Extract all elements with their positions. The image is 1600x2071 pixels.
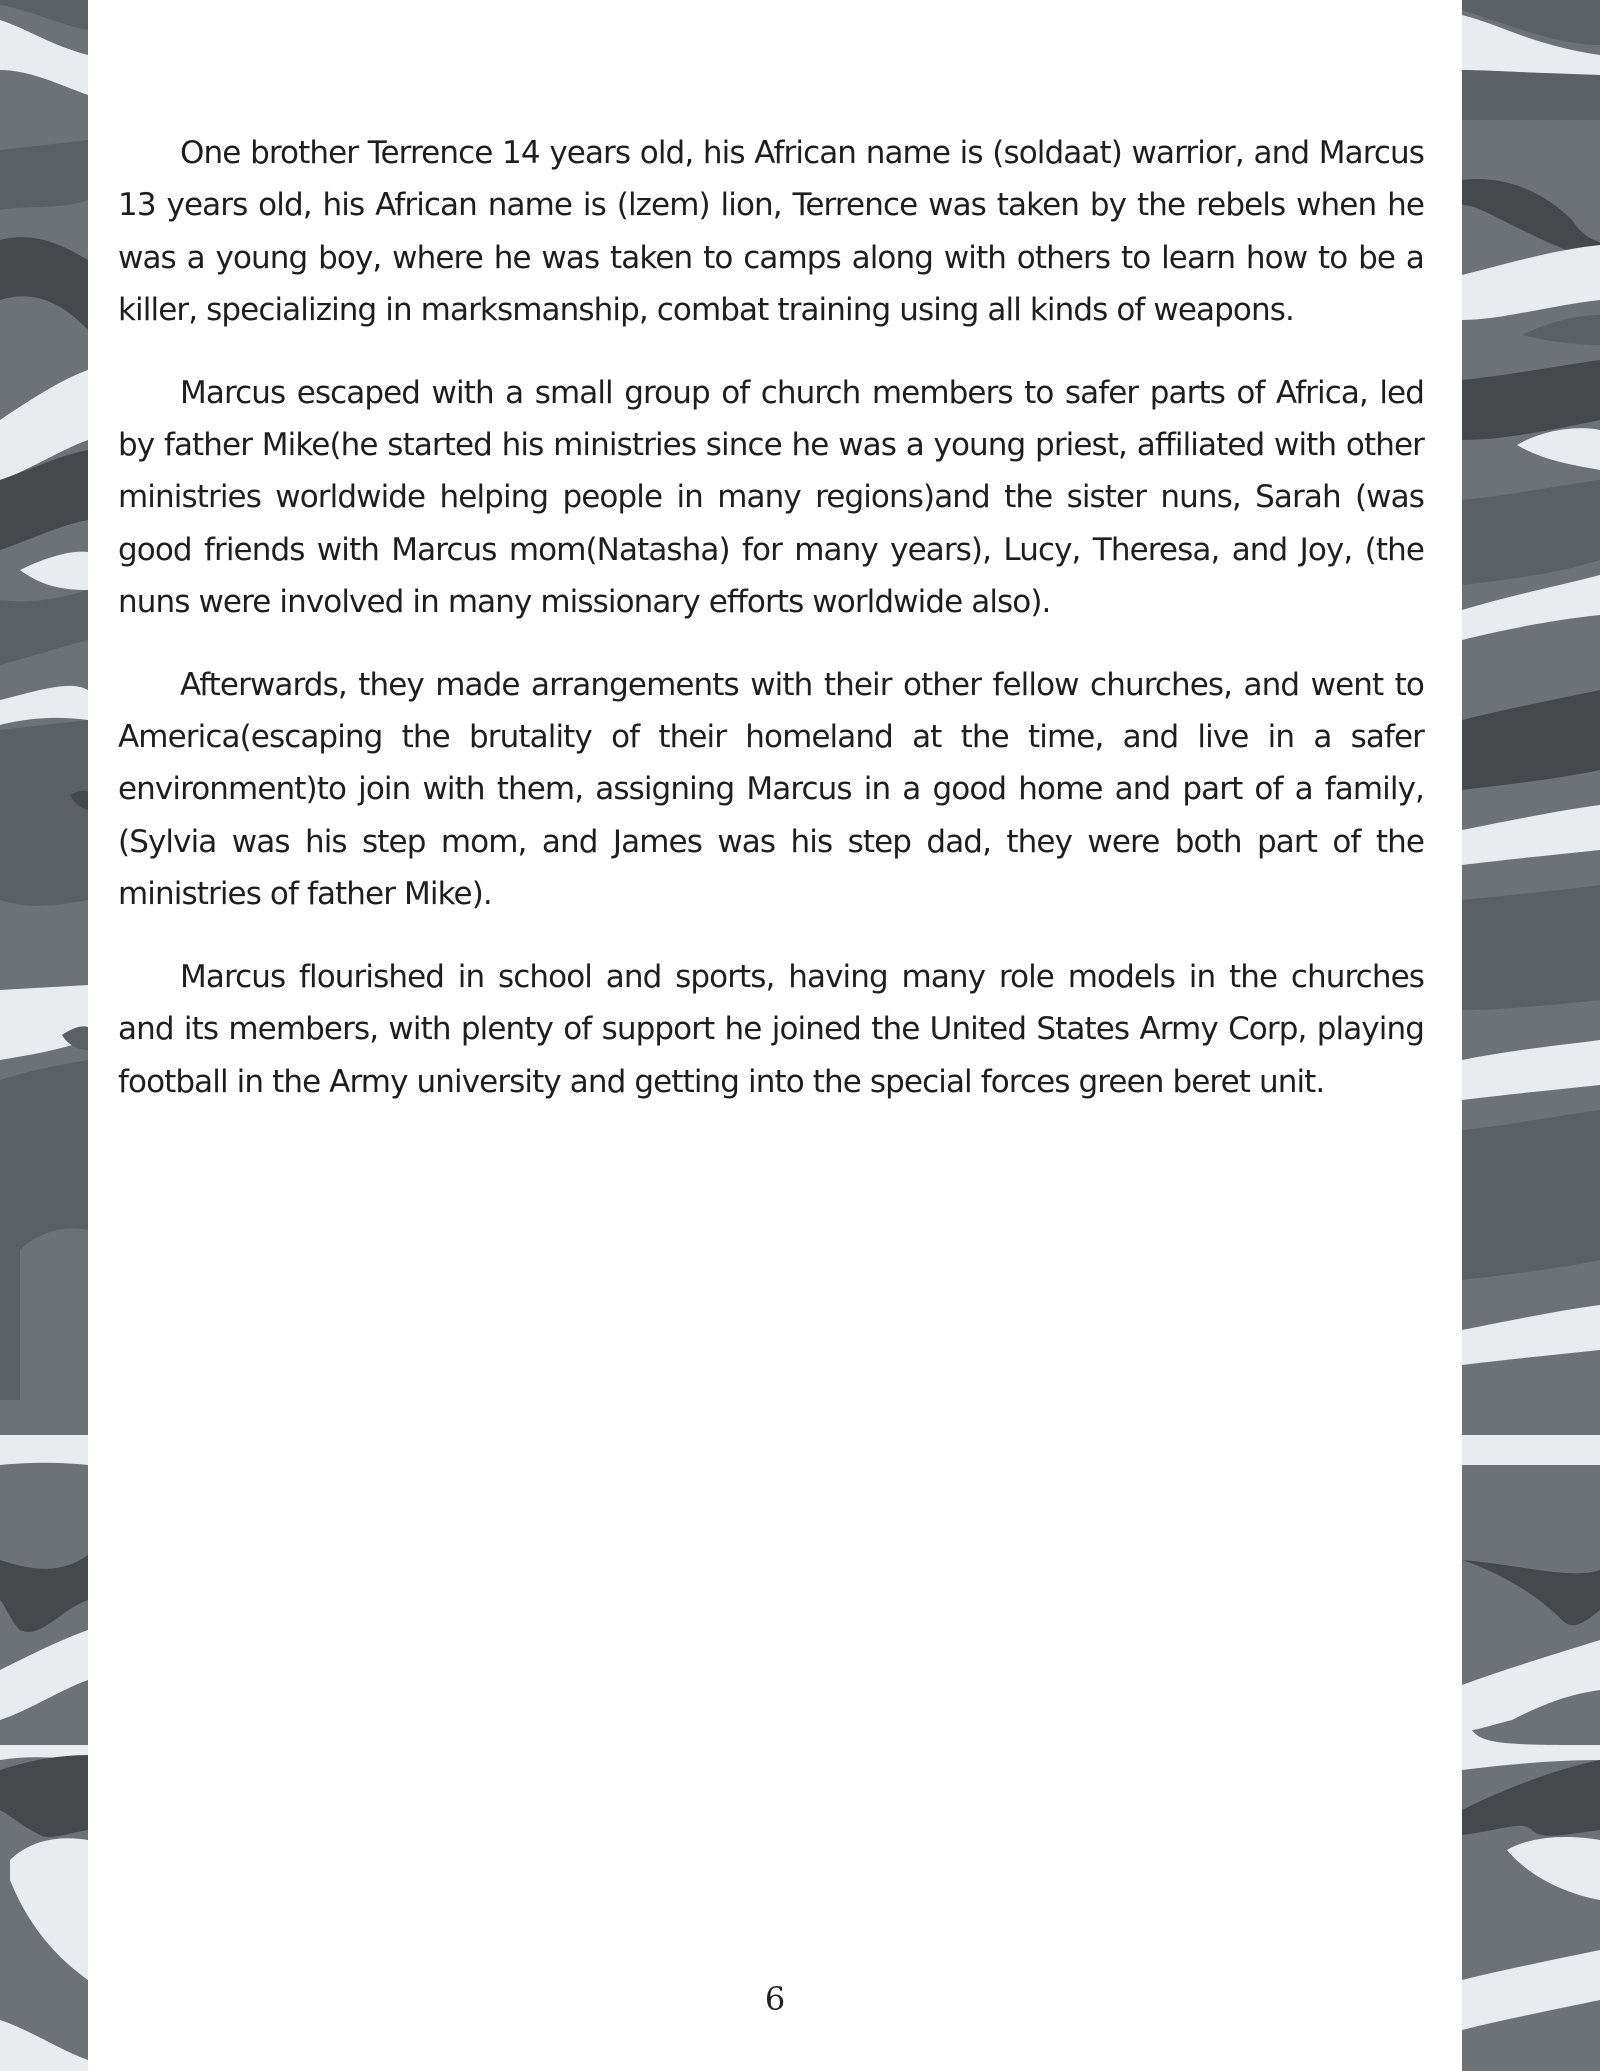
paragraph-army: Marcus flourished in school and sports, having many role models in the churches and its members, with plenty of support he joined the United States Army Corp, playing football in the Army university and getting into the special forces green beret unit. — [118, 958, 1424, 1100]
paragraph-america: Afterwards, they made arrangements with their other fellow churches, and went to America(escaping the brutality of their homeland at the time, and live in a safer environment)to join with them, assigning Marcus in a good home and part of a family, (Sylvia was his step mom, and James was his step dad, they were both part of the ministries of father Mike). — [118, 666, 1424, 913]
document-page — [88, 0, 1462, 2071]
page-number: 6 — [764, 1980, 786, 2018]
body-text — [118, 127, 1424, 1138]
camo-pattern-right — [1462, 0, 1600, 2071]
camo-pattern-left — [0, 0, 88, 2071]
camo-border-right — [1462, 0, 1600, 2071]
paragraph-marcus-escape: Marcus escaped with a small group of church members to safer parts of Africa, led by father Mike(he started his ministries since he was a young priest, affiliated with other ministries worldwide helping people in many regions)and the sister nuns, Sarah (was good friends with Marcus mom(Natasha) for many years), Lucy, Theresa, and Joy, (the nuns were involved in many missionary efforts worldwide also). — [118, 374, 1424, 621]
paragraph-terrence: One brother Terrence 14 years old, his African name is (soldaat) warrior, and Marcus 13 years old, his African name is (lzem) lion, Terrence was taken by the rebels when he was a young boy, where he was taken to camps along with others to learn how to be a killer, specializing in marksmanship, combat training using all kinds of weapons. — [118, 135, 1424, 329]
camo-border-left — [0, 0, 88, 2071]
